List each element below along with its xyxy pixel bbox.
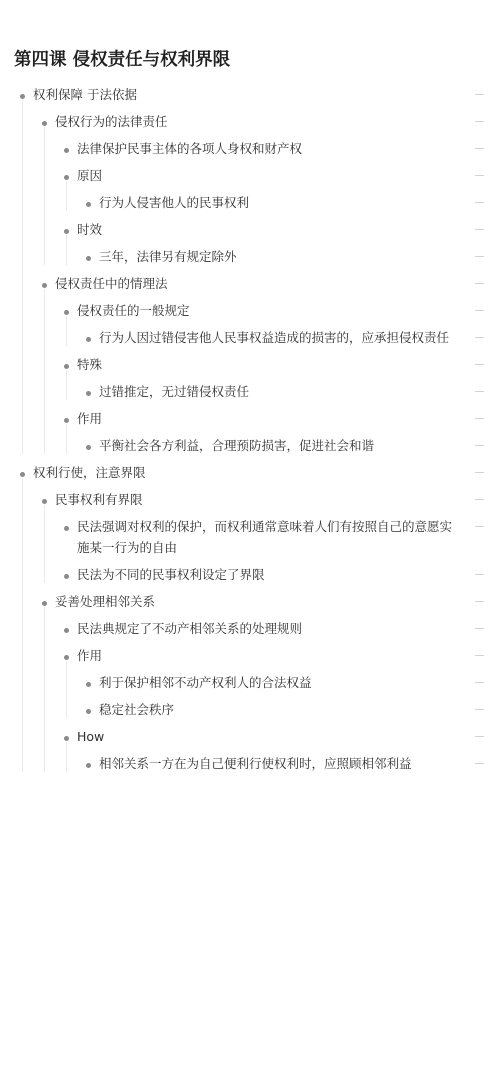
bullet-icon[interactable]	[86, 709, 91, 714]
bullet-icon[interactable]	[64, 418, 69, 423]
outline-node[interactable]	[0, 354, 500, 375]
outline-guide-line	[44, 127, 45, 265]
outline-guide-line	[44, 505, 45, 583]
bullet-icon[interactable]	[86, 682, 91, 687]
collapse-dash-icon[interactable]	[475, 364, 484, 365]
outline-node-label: 过错推定，无过错侵权责任	[99, 384, 250, 399]
collapse-dash-icon[interactable]	[475, 175, 484, 176]
bullet-icon[interactable]	[64, 310, 69, 315]
bullet-icon[interactable]	[64, 655, 69, 660]
outline-node-label: 特殊	[77, 357, 103, 372]
outline-node[interactable]	[0, 489, 500, 510]
outline-guide-line	[22, 100, 23, 454]
collapse-dash-icon[interactable]	[475, 574, 484, 575]
outline-node[interactable]	[0, 591, 500, 612]
outline-node-label: 行为人因过错侵害他人民事权益造成的损害的，应承担侵权责任	[99, 330, 450, 345]
outline-node-label: 行为人侵害他人的民事权利	[99, 195, 250, 210]
page-title: 第四课 侵权责任与权利界限	[14, 50, 231, 70]
collapse-dash-icon[interactable]	[475, 229, 484, 230]
collapse-dash-icon[interactable]	[475, 526, 484, 527]
collapse-dash-icon[interactable]	[475, 655, 484, 656]
outline-guide-line	[66, 181, 67, 211]
outline-guide-line	[66, 316, 67, 346]
outline-node[interactable]	[0, 138, 500, 159]
outline-guide-line	[66, 424, 67, 454]
outline-node-label: 原因	[77, 168, 103, 183]
outline-node[interactable]	[0, 327, 500, 348]
outline-node[interactable]	[0, 84, 500, 105]
collapse-dash-icon[interactable]	[475, 445, 484, 446]
collapse-dash-icon[interactable]	[475, 202, 484, 203]
outline-guide-line	[66, 661, 67, 718]
collapse-dash-icon[interactable]	[475, 256, 484, 257]
outline-node-label: 利于保护相邻不动产权利人的合法权益	[99, 675, 312, 690]
collapse-dash-icon[interactable]	[475, 148, 484, 149]
bullet-icon[interactable]	[64, 175, 69, 180]
collapse-dash-icon[interactable]	[475, 283, 484, 284]
bullet-icon[interactable]	[64, 736, 69, 741]
bullet-icon[interactable]	[42, 121, 47, 126]
bullet-icon[interactable]	[42, 499, 47, 504]
outline-node-label: 妥善处理相邻关系	[55, 594, 156, 609]
outline-node[interactable]	[0, 753, 500, 774]
collapse-dash-icon[interactable]	[475, 601, 484, 602]
outline-node[interactable]	[0, 618, 500, 639]
bullet-icon[interactable]	[86, 202, 91, 207]
outline-node-label: 侵权责任中的情理法	[55, 276, 168, 291]
outline-node[interactable]	[0, 111, 500, 132]
outline-node-label: 民法典规定了不动产相邻关系的处理规则	[77, 621, 303, 636]
bullet-icon[interactable]	[64, 148, 69, 153]
bullet-icon[interactable]	[64, 574, 69, 579]
collapse-dash-icon[interactable]	[475, 709, 484, 710]
collapse-dash-icon[interactable]	[475, 763, 484, 764]
outline-node-label: 侵权行为的法律责任	[55, 114, 168, 129]
collapse-dash-icon[interactable]	[475, 682, 484, 683]
bullet-icon[interactable]	[64, 364, 69, 369]
bullet-icon[interactable]	[86, 256, 91, 261]
bullet-icon[interactable]	[20, 472, 25, 477]
outline-node[interactable]	[0, 300, 500, 321]
bullet-icon[interactable]	[86, 445, 91, 450]
outline-node[interactable]	[0, 516, 500, 558]
outline-node[interactable]	[0, 564, 500, 585]
outline-node-label: 时效	[77, 222, 103, 237]
outline-node[interactable]	[0, 462, 500, 483]
outline-node-label: 作用	[77, 648, 103, 663]
outline-node[interactable]	[0, 381, 500, 402]
collapse-dash-icon[interactable]	[475, 472, 484, 473]
collapse-dash-icon[interactable]	[475, 499, 484, 500]
collapse-dash-icon[interactable]	[475, 391, 484, 392]
bullet-icon[interactable]	[86, 391, 91, 396]
outline-node-label: 相邻关系一方在为自己便利行使权利时，应照顾相邻利益	[99, 756, 412, 771]
mind-map-outline	[0, 84, 500, 780]
outline-node[interactable]	[0, 246, 500, 267]
collapse-dash-icon[interactable]	[475, 736, 484, 737]
outline-guide-line	[44, 289, 45, 454]
outline-node[interactable]	[0, 672, 500, 693]
outline-node-label: 侵权责任的一般规定	[77, 303, 190, 318]
outline-node-label: How	[77, 729, 105, 744]
collapse-dash-icon[interactable]	[475, 121, 484, 122]
outline-node-label: 民法为不同的民事权利设定了界限	[77, 567, 265, 582]
outline-guide-line	[66, 742, 67, 772]
outline-node-label: 平衡社会各方利益，合理预防损害，促进社会和谐	[99, 438, 375, 453]
outline-node[interactable]	[0, 165, 500, 186]
outline-node-label: 作用	[77, 411, 103, 426]
outline-node-label: 民事权利有界限	[55, 492, 143, 507]
bullet-icon[interactable]	[42, 601, 47, 606]
outline-guide-line	[66, 235, 67, 265]
outline-node[interactable]	[0, 699, 500, 720]
collapse-dash-icon[interactable]	[475, 94, 484, 95]
outline-node[interactable]	[0, 273, 500, 294]
outline-node[interactable]	[0, 192, 500, 213]
bullet-icon[interactable]	[86, 763, 91, 768]
outline-node[interactable]	[0, 408, 500, 429]
outline-node-label: 稳定社会秩序	[99, 702, 175, 717]
bullet-icon[interactable]	[20, 94, 25, 99]
collapse-dash-icon[interactable]	[475, 310, 484, 311]
outline-node-label: 民法强调对权利的保护，而权利通常意味着人们有按照自己的意愿实施某一行为的自由	[77, 519, 453, 555]
outline-guide-line	[22, 478, 23, 772]
bullet-icon[interactable]	[86, 337, 91, 342]
outline-guide-line	[44, 607, 45, 772]
outline-node[interactable]	[0, 435, 500, 456]
outline-node-label: 权利保障 于法依据	[33, 87, 137, 102]
bullet-icon[interactable]	[64, 628, 69, 633]
outline-node-label: 三年，法律另有规定除外	[99, 249, 237, 264]
collapse-dash-icon[interactable]	[475, 418, 484, 419]
outline-node-label: 权利行使，注意界限	[33, 465, 146, 480]
bullet-icon[interactable]	[64, 526, 69, 531]
collapse-dash-icon[interactable]	[475, 337, 484, 338]
outline-node[interactable]	[0, 219, 500, 240]
outline-node[interactable]	[0, 645, 500, 666]
outline-node-label: 法律保护民事主体的各项人身权和财产权	[77, 141, 303, 156]
bullet-icon[interactable]	[64, 229, 69, 234]
outline-guide-line	[66, 370, 67, 400]
collapse-dash-icon[interactable]	[475, 628, 484, 629]
outline-node[interactable]	[0, 726, 500, 747]
bullet-icon[interactable]	[42, 283, 47, 288]
